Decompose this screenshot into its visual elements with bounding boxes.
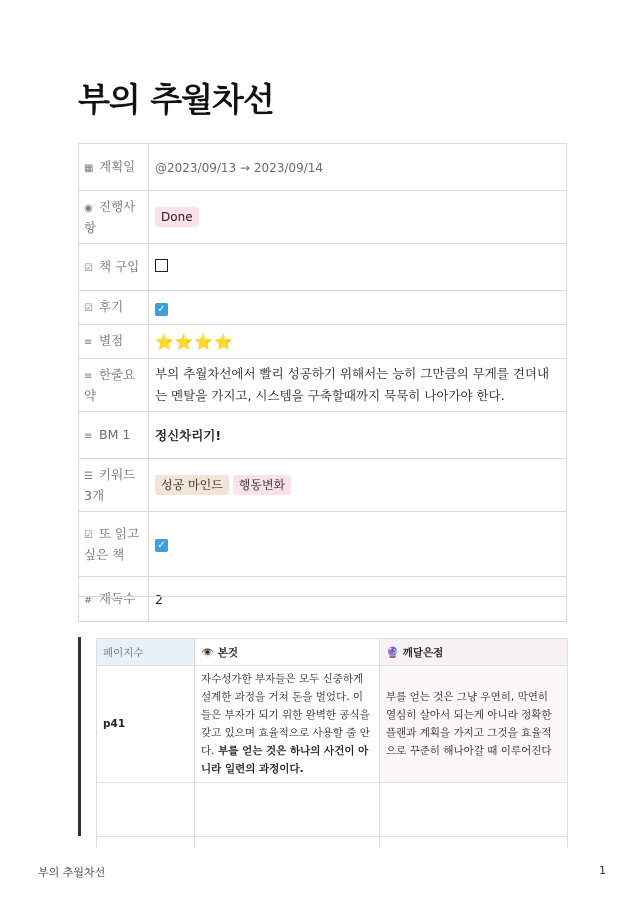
keyword-tag: 행동변화 — [233, 475, 291, 495]
prop-key-plan-date: ▦ 계획일 — [79, 144, 149, 191]
prop-value-reread-count[interactable]: 2 — [149, 577, 567, 622]
header-page-count: 페이지수 — [97, 639, 195, 666]
footer-page-number: 1 — [599, 864, 606, 877]
prop-key-summary: ≡ 한줄요약 — [79, 359, 149, 412]
prop-row-rating — [79, 325, 567, 359]
prop-row-review — [79, 291, 567, 325]
text-icon: ≡ — [84, 371, 93, 382]
status-icon: ◉ — [84, 203, 93, 214]
prop-row-reread — [79, 512, 567, 577]
prop-value-review — [149, 291, 567, 325]
table-row — [97, 666, 568, 783]
footer-title: 부의 추월차선 — [38, 866, 106, 879]
prop-value-rating[interactable] — [149, 325, 567, 359]
prop-value-bm1[interactable]: 정신차리기! — [149, 412, 567, 459]
reread-checkbox[interactable]: ✓ — [155, 539, 168, 552]
calendar-icon: ▦ — [84, 162, 94, 174]
checkbox-icon: ☑ — [84, 262, 93, 274]
prop-value-keywords[interactable] — [149, 459, 567, 512]
prop-value-book-purchase — [149, 244, 567, 291]
notes-table-bottom-line — [96, 836, 567, 837]
keyword-tag: 성공 마인드 — [155, 475, 229, 495]
prop-row-book-purchase — [79, 244, 567, 291]
section-divider — [78, 596, 567, 597]
note-learned[interactable]: 부를 얻는 것은 그냥 우연히, 막연히 열심히 살아서 되는게 아니라 정확한 플랜과 계획을 가지고 그것을 효율적으로 꾸준히 해나아갈 때 이루어진다 — [380, 666, 568, 783]
note-page[interactable]: p41 — [97, 666, 195, 783]
reading-notes-table — [96, 638, 568, 847]
checkbox-icon: ☑ — [84, 530, 93, 541]
prop-value-progress[interactable] — [149, 191, 567, 244]
prop-key-keywords: ☰ 키워드 3개 — [79, 459, 149, 512]
note-seen-text: 자수성가한 부자들은 모두 신중하게 설계한 과정을 거쳐 돈을 벌었다. 이들은 부자가 되기 위한 완벽한 공식을 갖고 있으며 효율적으로 사용할 줄 안다. — [201, 673, 370, 757]
prop-key-review: ☑ 후기 — [79, 291, 149, 325]
text-icon: ≡ — [84, 430, 93, 442]
status-badge: Done — [155, 207, 199, 227]
prop-row-bm1 — [79, 412, 567, 459]
hash-icon: # — [84, 594, 93, 606]
prop-key-reread: ☑ 또 읽고싶은 책 — [79, 512, 149, 577]
text-icon: ≡ — [84, 337, 93, 348]
list-icon: ☰ — [84, 471, 93, 482]
prop-row-plan-date — [79, 144, 567, 191]
notes-header-row — [97, 639, 568, 666]
prop-row-reread-count — [79, 577, 567, 622]
page-title: 부의 추월차선 — [78, 80, 274, 119]
prop-row-progress — [79, 191, 567, 244]
prop-value-reread — [149, 512, 567, 577]
header-learned: 🔮 깨달은점 — [380, 639, 568, 666]
prop-key-progress: ◉ 진행사항 — [79, 191, 149, 244]
header-seen: 👁️ 본것 — [195, 639, 380, 666]
prop-row-keywords — [79, 459, 567, 512]
checkbox-icon: ☑ — [84, 303, 93, 314]
note-seen-highlight: 부를 얻는 것은 하나의 사건이 아니라 일련의 과정이다. — [201, 745, 369, 775]
date-range: @2023/09/13 → 2023/09/14 — [155, 160, 324, 175]
prop-row-summary — [79, 359, 567, 412]
review-checkbox[interactable]: ✓ — [155, 303, 168, 316]
prop-value-plan-date[interactable] — [149, 144, 567, 191]
properties-table — [78, 143, 567, 622]
prop-value-summary[interactable]: 부의 추월차선에서 빨리 성공하기 위해서는 능히 그만큼의 무게를 견뎌내는 멘탈을 가지고, 시스템을 구축할때까지 묵묵히 나아가야 한다. — [149, 359, 567, 412]
star-rating: ⭐⭐⭐⭐ — [155, 332, 234, 351]
prop-key-reread-count: # 재독수 — [79, 577, 149, 622]
prop-key-bm1: ≡ BM 1 — [79, 412, 149, 459]
quote-bar — [78, 637, 81, 836]
note-seen[interactable] — [195, 666, 380, 783]
prop-key-rating: ≡ 별점 — [79, 325, 149, 359]
book-purchase-checkbox[interactable] — [155, 259, 168, 272]
prop-key-book-purchase: ☑ 책 구입 — [79, 244, 149, 291]
